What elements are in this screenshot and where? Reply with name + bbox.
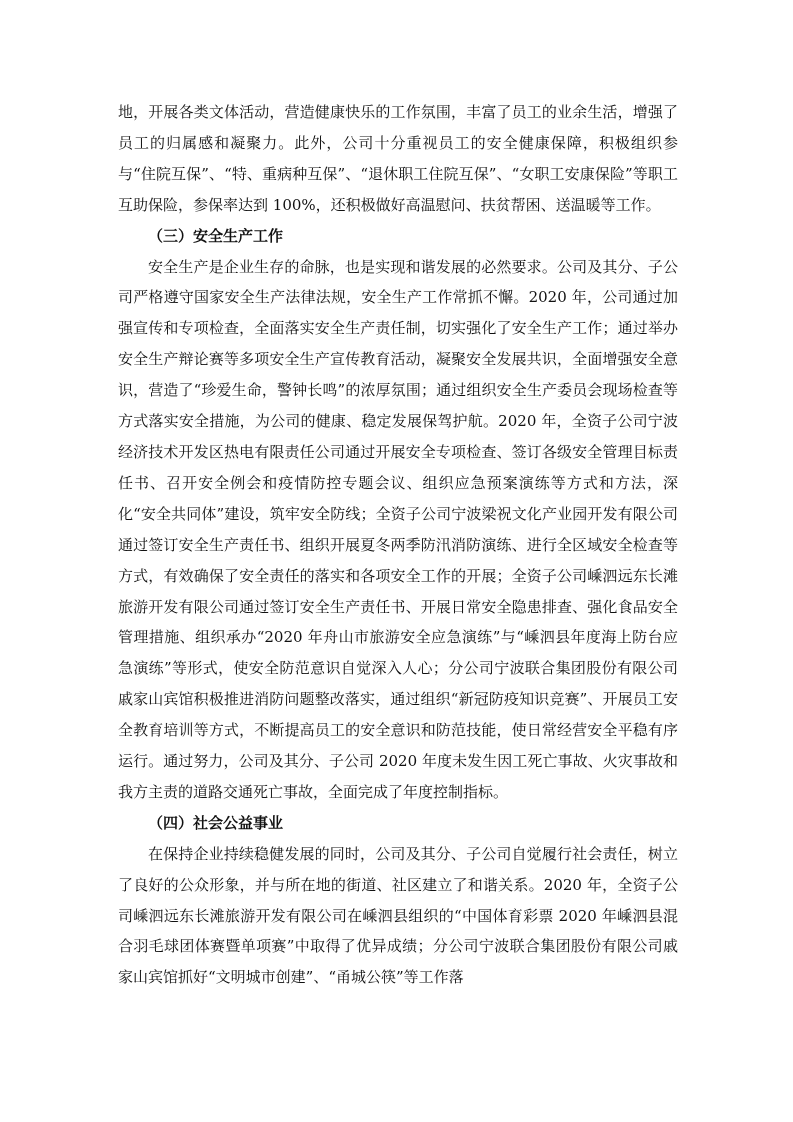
section-heading-safety-production: （三）安全生产工作 [148,226,284,245]
section-heading-social-welfare: （四）社会公益事业 [148,813,284,832]
paragraph-social-welfare: 在保持企业持续稳健发展的同时，公司及其分、子公司自觉履行社会责任，树立了良好的公众形象，并与所在地的街道、社区建立了和谐关系。2020 年，全资子公司嵊泗远东长滩旅游开发有限公司在嵊泗县组织的“中国体育彩票 2020 年嵊泗县混合羽毛球团体赛暨单项赛”中取得了优异成绩；分公司宁波联合集团股份有限公司戚家山宾馆抓好“文明城市创建”、“甬城公筷”等工作落 [118,844,678,987]
paragraph-safety-production: 安全生产是企业生存的命脉，也是实现和谐发展的必然要求。公司及其分、子公司严格遵守国家安全生产法律法规，安全生产工作常抓不懈。2020 年，公司通过加强宣传和专项检查，全面落实安全生产责任制，切实强化了安全生产工作；通过举办安全生产辩论赛等多项安全生产宣传教育活动，凝聚安全发展共识，全面增强安全意识，营造了“珍爱生命，警钟长鸣”的浓厚氛围；通过组织安全生产委员会现场检查等方式落实安全措施，为公司的健康、稳定发展保驾护航。2020 年，全资子公司宁波经济技术开发区热电有限责任公司通过开展安全专项检查、签订各级安全管理目标责任书、召开安全例会和疫情防控专题会议、组织应急预案演练等方式和方法，深化“安全共同体”建设，筑牢安全防线；全资子公司宁波梁祝文化产业园开发有限公司通过签订安全生产责任书、组织开展夏冬两季防汛消防演练、进行全区域安全检查等方式，有效确保了安全责任的落实和各项安全工作的开展；全资子公司嵊泗远东长滩旅游开发有限公司通过签订安全生产责任书、开展日常安全隐患排查、强化食品安全管理措施、组织承办“2020 年舟山市旅游安全应急演练”与“嵊泗县年度海上防台应急演练”等形式，使安全防范意识自觉深入人心；分公司宁波联合集团股份有限公司戚家山宾馆积极推进消防问题整改落实，通过组织“新冠防疫知识竞赛”、开展员工安全教育培训等方式，不断提高员工的安全意识和防范技能，使日常经营安全平稳有序运行。通过努力，公司及其分、子公司 2020 年度未发生因工死亡事故、火灾事故和我方主责的道路交通死亡事故，全面完成了年度控制指标。 [118,257,678,801]
paragraph-employee-welfare: 地，开展各类文体活动，营造健康快乐的工作氛围，丰富了员工的业余生活，增强了员工的归属感和凝聚力。此外，公司十分重视员工的安全健康保障，积极组织参与“住院互保”、“特、重病种互保”、“退休职工住院互保”、“女职工安康保险”等职工互助保险，参保率达到 100%，还积极做好高温慰问、扶贫帮困、送温暖等工作。 [118,103,678,214]
document-body [118,97,678,993]
